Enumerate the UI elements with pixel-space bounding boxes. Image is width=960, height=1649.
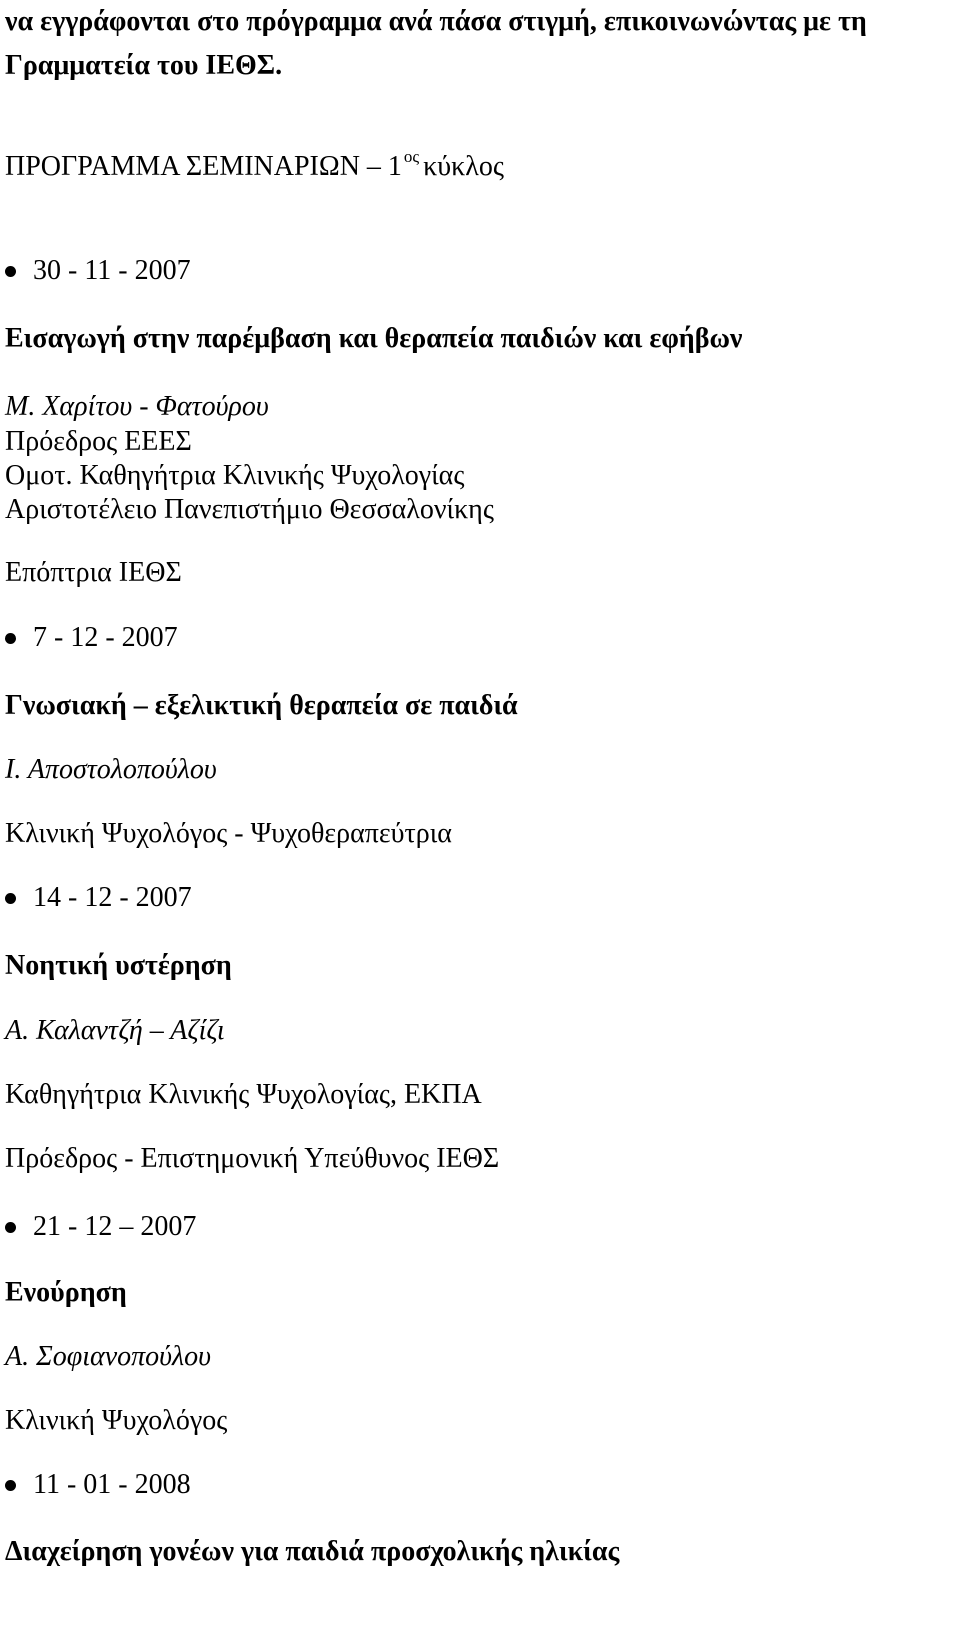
seminar-4-date: 21 - 12 – 2007	[33, 1211, 197, 1242]
seminar-1-detail-4: Επόπτρια ΙΕΘΣ	[5, 557, 182, 588]
program-heading-suffix: κύκλος	[423, 151, 504, 182]
seminar-4-detail-1: Κλινική Ψυχολόγος	[5, 1405, 228, 1436]
bullet-icon	[5, 633, 16, 644]
seminar-1-detail-3: Αριστοτέλειο Πανεπιστήμιο Θεσσαλονίκης	[5, 494, 494, 525]
program-heading-prefix: ΠΡΟΓΡΑΜΜΑ ΣΕΜΙΝΑΡΙΩΝ – 1	[5, 151, 402, 182]
intro-line-2: Γραμματεία του ΙΕΘΣ.	[5, 50, 283, 81]
seminar-3-title: Νοητική υστέρηση	[5, 950, 232, 981]
seminar-3-speaker: Α. Καλαντζή – Αζίζι	[5, 1015, 225, 1046]
program-heading	[5, 147, 504, 187]
seminar-1-date: 30 - 11 - 2007	[33, 255, 191, 286]
seminar-1-detail-2: Ομοτ. Καθηγήτρια Κλινικής Ψυχολογίας	[5, 460, 465, 491]
intro-line-1: να εγγράφονται στο πρόγραμμα ανά πάσα στιγμή, επικοινωνώντας με τη	[5, 6, 867, 37]
bullet-icon	[5, 266, 16, 277]
seminar-2-title: Γνωσιακή – εξελικτική θεραπεία σε παιδιά	[5, 690, 518, 721]
seminar-4-speaker: Α. Σοφιανοπούλου	[5, 1341, 211, 1372]
seminar-3-date: 14 - 12 - 2007	[33, 882, 192, 913]
bullet-icon	[5, 1480, 16, 1491]
seminar-3-detail-1: Καθηγήτρια Κλινικής Ψυχολογίας, ΕΚΠΑ	[5, 1079, 482, 1110]
seminar-2-speaker: Ι. Αποστολοπούλου	[5, 754, 217, 785]
seminar-1-detail-1: Πρόεδρος ΕΕΕΣ	[5, 426, 192, 457]
seminar-4-title: Ενούρηση	[5, 1277, 127, 1308]
program-heading-superscript: ος	[403, 147, 420, 166]
seminar-1-title: Εισαγωγή στην παρέμβαση και θεραπεία παιδιών και εφήβων	[5, 323, 743, 354]
seminar-2-date: 7 - 12 - 2007	[33, 622, 178, 653]
seminar-2-detail-1: Κλινική Ψυχολόγος - Ψυχοθεραπεύτρια	[5, 818, 452, 849]
seminar-1-speaker: Μ. Χαρίτου - Φατούρου	[5, 391, 269, 422]
seminar-3-detail-2: Πρόεδρος - Επιστημονική Υπεύθυνος ΙΕΘΣ	[5, 1143, 500, 1174]
bullet-icon	[5, 893, 16, 904]
seminar-5-title: Διαχείρηση γονέων για παιδιά προσχολικής ηλικίας	[5, 1536, 620, 1567]
seminar-5-date: 11 - 01 - 2008	[33, 1469, 191, 1500]
bullet-icon	[5, 1222, 16, 1233]
